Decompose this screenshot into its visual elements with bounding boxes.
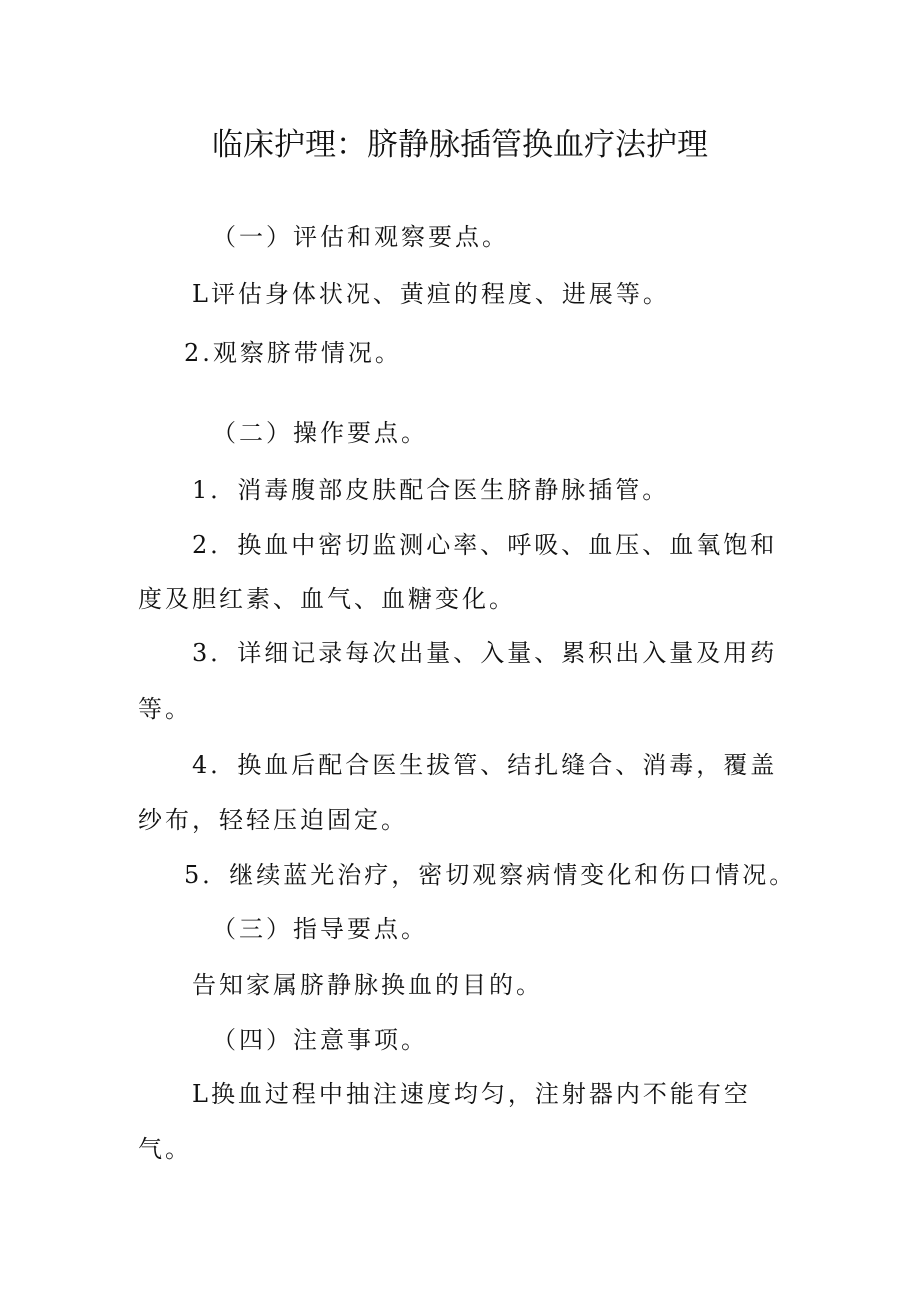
section-heading-guidance: （三）指导要点。 bbox=[212, 915, 428, 943]
paragraph-line: 3．详细记录每次出量、入量、累积出入量及用药 bbox=[192, 639, 778, 667]
paragraph-line: 2.观察脐带情况。 bbox=[184, 339, 402, 367]
paragraph-line: 纱布，轻轻压迫固定。 bbox=[138, 806, 408, 834]
paragraph-line: L换血过程中抽注速度均匀，注射器内不能有空 bbox=[192, 1080, 751, 1108]
paragraph-line: 等。 bbox=[138, 695, 192, 723]
section-heading-assessment: （一）评估和观察要点。 bbox=[212, 223, 509, 251]
paragraph-line: L评估身体状况、黄疸的程度、进展等。 bbox=[192, 280, 670, 308]
paragraph-line: 气。 bbox=[138, 1135, 192, 1163]
paragraph-line: 5．继续蓝光治疗，密切观察病情变化和伤口情况。 bbox=[184, 861, 797, 889]
document-title: 临床护理：脐静脉插管换血疗法护理 bbox=[212, 127, 708, 163]
paragraph-line: 1．消毒腹部皮肤配合医生脐静脉插管。 bbox=[192, 476, 670, 504]
section-heading-operation: （二）操作要点。 bbox=[212, 419, 428, 447]
paragraph-line: 度及胆红素、血气、血糖变化。 bbox=[138, 585, 516, 613]
paragraph-line: 告知家属脐静脉换血的目的。 bbox=[192, 971, 543, 999]
section-heading-precautions: （四）注意事项。 bbox=[212, 1026, 428, 1054]
paragraph-line: 4．换血后配合医生拔管、结扎缝合、消毒，覆盖 bbox=[192, 751, 778, 779]
paragraph-line: 2．换血中密切监测心率、呼吸、血压、血氧饱和 bbox=[192, 531, 778, 559]
